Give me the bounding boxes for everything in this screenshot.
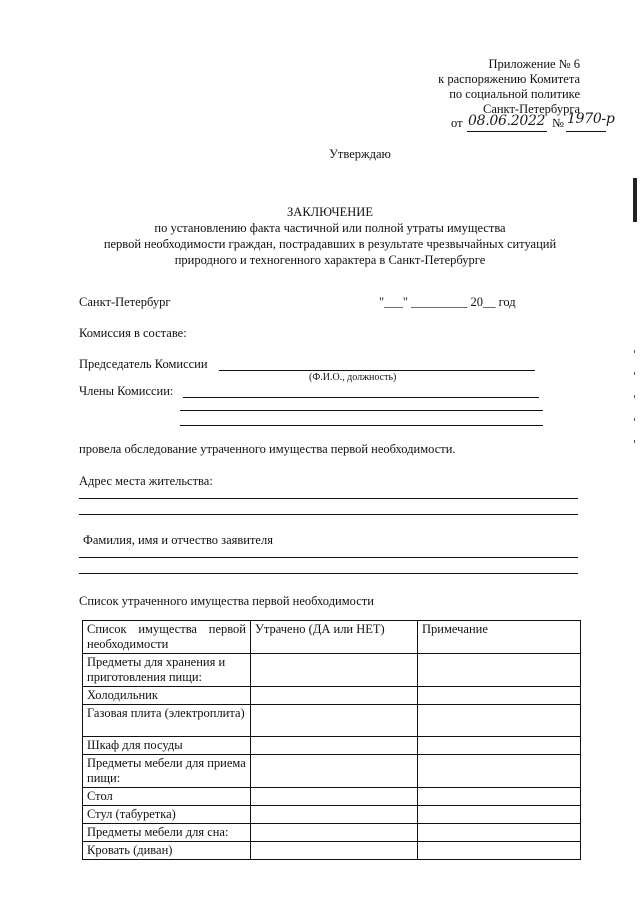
row-label: Газовая плита (электроплита) [83,705,251,737]
lost-cell[interactable] [251,654,418,687]
row-label: Предметы мебели для приема пищи: [83,755,251,788]
chairman-field[interactable] [219,370,535,371]
annex-date-underline [467,131,547,132]
header-property-list: Список имущества первой необходимости [83,621,251,654]
scan-speck [634,350,635,353]
chairman-hint: (Ф.И.О., должность) [309,372,397,383]
annex-line-2: к распоряжению Комитета [438,72,580,86]
note-cell[interactable] [418,806,581,824]
date-template: "___" _________ 20__ год [379,295,516,309]
address-field-2[interactable] [79,514,578,515]
scan-speck [634,395,635,398]
scan-speck [634,372,635,375]
note-cell[interactable] [418,737,581,755]
note-cell[interactable] [418,687,581,705]
table-row [83,824,581,842]
lost-cell[interactable] [251,806,418,824]
table-header-row [83,621,581,654]
annex-number-handwritten: 1970-р [567,111,615,127]
row-label: Предметы мебели для сна: [83,824,251,842]
annex-line-1: Приложение № 6 [488,57,580,71]
table-row [83,687,581,705]
table-row [83,705,581,737]
scan-edge-mark [633,178,637,222]
lost-cell[interactable] [251,842,418,860]
place-label: Санкт-Петербург [79,295,171,309]
member-field-2[interactable] [180,410,543,411]
annex-number-underline [566,131,606,132]
row-label: Предметы для хранения и приготовления пищи: [83,654,251,687]
table-row [83,806,581,824]
applicant-field-2[interactable] [79,573,578,574]
member-field-1[interactable] [183,397,539,398]
row-label: Шкаф для посуды [83,737,251,755]
lost-cell[interactable] [251,824,418,842]
address-field-1[interactable] [79,498,578,499]
annex-date-handwritten: 08.06.2022 [468,113,546,129]
note-cell[interactable] [418,654,581,687]
row-label: Холодильник [83,687,251,705]
note-cell[interactable] [418,788,581,806]
member-field-3[interactable] [180,425,543,426]
table-row [83,788,581,806]
row-label: Стул (табуретка) [83,806,251,824]
note-cell[interactable] [418,705,581,737]
document-title: ЗАКЛЮЧЕНИЕ [287,205,373,219]
applicant-field-1[interactable] [79,557,578,558]
annex-line-3: по социальной политике [449,87,580,101]
commission-composition: Комиссия в составе: [79,326,187,340]
note-cell[interactable] [418,755,581,788]
approve-label: Утверждаю [329,147,391,161]
note-cell[interactable] [418,824,581,842]
title-line-1: по установлению факта частичной или полной утраты имущества [154,221,506,235]
inspection-text: провела обследование утраченного имущества первой необходимости. [79,442,456,456]
scan-speck [634,418,635,421]
annex-number-prefix: № [552,116,564,130]
row-label: Стол [83,788,251,806]
table-row [83,654,581,687]
lost-cell[interactable] [251,788,418,806]
scan-speck [634,440,635,443]
row-label: Кровать (диван) [83,842,251,860]
chairman-label: Председатель Комиссии [79,357,208,371]
header-lost: Утрачено (ДА или НЕТ) [251,621,418,654]
lost-cell[interactable] [251,705,418,737]
lost-cell[interactable] [251,687,418,705]
note-cell[interactable] [418,842,581,860]
header-note: Примечание [418,621,581,654]
address-label: Адрес места жительства: [79,474,213,488]
lost-cell[interactable] [251,755,418,788]
annex-line-4: Санкт-Петербурга [482,102,580,116]
list-title: Список утраченного имущества первой необходимости [79,594,374,608]
lost-cell[interactable] [251,737,418,755]
members-label: Члены Комиссии: [79,384,174,398]
property-table [82,620,581,860]
table-row [83,737,581,755]
table-row [83,755,581,788]
annex-date-prefix: от [451,116,463,130]
title-line-2: первой необходимости граждан, пострадавших в результате чрезвычайных ситуаций [103,237,557,251]
title-line-3: природного и техногенного характера в Санкт-Петербурге [174,253,486,267]
applicant-label: Фамилия, имя и отчество заявителя [83,533,273,547]
table-row [83,842,581,860]
